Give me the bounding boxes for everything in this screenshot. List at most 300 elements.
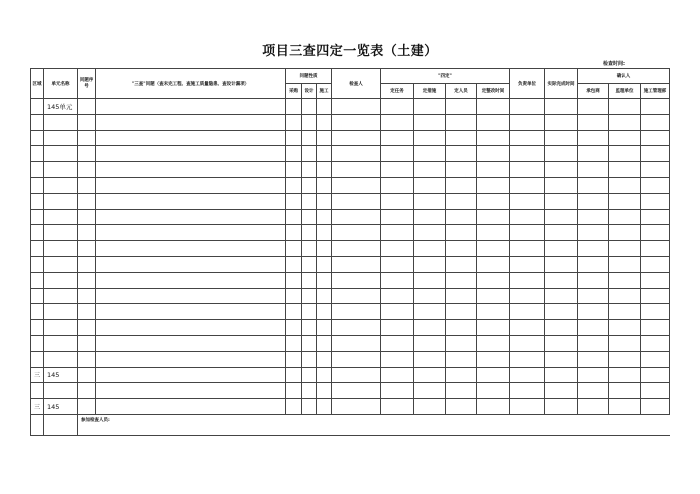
table-cell[interactable] — [609, 399, 641, 415]
table-cell[interactable] — [609, 383, 641, 399]
table-cell[interactable] — [609, 335, 641, 351]
table-cell[interactable] — [381, 335, 414, 351]
table-cell[interactable] — [477, 162, 510, 178]
table-cell[interactable] — [381, 99, 414, 115]
table-cell[interactable] — [477, 114, 510, 130]
table-cell[interactable] — [545, 99, 578, 115]
table-cell[interactable] — [317, 146, 332, 162]
cell-area[interactable] — [31, 162, 44, 178]
table-cell[interactable] — [609, 320, 641, 336]
table-cell[interactable] — [317, 320, 332, 336]
table-cell[interactable] — [381, 367, 414, 383]
table-cell[interactable] — [477, 304, 510, 320]
cell-area[interactable] — [31, 177, 44, 193]
table-cell[interactable] — [332, 162, 381, 178]
table-cell[interactable] — [96, 383, 286, 399]
cell-area[interactable] — [31, 193, 44, 209]
table-cell[interactable] — [286, 99, 302, 115]
table-cell[interactable] — [317, 162, 332, 178]
table-cell[interactable] — [510, 383, 545, 399]
table-cell[interactable] — [446, 130, 477, 146]
table-cell[interactable] — [78, 256, 96, 272]
table-cell[interactable] — [286, 241, 302, 257]
table-cell[interactable] — [78, 272, 96, 288]
table-cell[interactable] — [446, 383, 477, 399]
table-cell[interactable] — [302, 320, 317, 336]
table-cell[interactable] — [446, 177, 477, 193]
table-cell[interactable] — [414, 225, 446, 241]
table-cell[interactable] — [609, 130, 641, 146]
table-cell[interactable] — [78, 320, 96, 336]
table-cell[interactable] — [641, 335, 670, 351]
table-cell[interactable] — [317, 209, 332, 225]
table-cell[interactable] — [96, 241, 286, 257]
table-cell[interactable] — [96, 351, 286, 367]
table-cell[interactable] — [641, 130, 670, 146]
table-cell[interactable] — [286, 320, 302, 336]
table-cell[interactable] — [302, 177, 317, 193]
cell-area[interactable] — [31, 114, 44, 130]
table-cell[interactable] — [302, 351, 317, 367]
table-cell[interactable] — [78, 146, 96, 162]
table-cell[interactable] — [332, 99, 381, 115]
table-cell[interactable] — [381, 225, 414, 241]
table-cell[interactable] — [302, 256, 317, 272]
cell-unit-name[interactable] — [44, 209, 78, 225]
table-cell[interactable] — [317, 193, 332, 209]
cell-unit-name[interactable] — [44, 304, 78, 320]
table-cell[interactable] — [96, 99, 286, 115]
table-cell[interactable] — [302, 99, 317, 115]
table-cell[interactable] — [609, 193, 641, 209]
table-cell[interactable] — [545, 288, 578, 304]
cell-unit-name[interactable]: 145 — [44, 367, 78, 383]
table-cell[interactable] — [414, 367, 446, 383]
table-cell[interactable] — [96, 177, 286, 193]
cell-area[interactable] — [31, 272, 44, 288]
table-cell[interactable] — [545, 272, 578, 288]
table-cell[interactable] — [545, 256, 578, 272]
cell-area[interactable] — [31, 256, 44, 272]
table-cell[interactable] — [510, 177, 545, 193]
table-cell[interactable] — [414, 320, 446, 336]
table-cell[interactable] — [78, 162, 96, 178]
table-cell[interactable] — [332, 383, 381, 399]
table-cell[interactable] — [641, 272, 670, 288]
table-cell[interactable] — [381, 177, 414, 193]
table-cell[interactable] — [510, 335, 545, 351]
table-cell[interactable] — [332, 146, 381, 162]
table-cell[interactable] — [477, 225, 510, 241]
table-cell[interactable] — [381, 146, 414, 162]
table-cell[interactable] — [381, 288, 414, 304]
table-cell[interactable] — [414, 256, 446, 272]
table-cell[interactable] — [332, 177, 381, 193]
table-cell[interactable] — [414, 241, 446, 257]
table-cell[interactable] — [510, 272, 545, 288]
table-cell[interactable] — [545, 225, 578, 241]
table-cell[interactable] — [477, 335, 510, 351]
table-cell[interactable] — [609, 256, 641, 272]
table-cell[interactable] — [302, 383, 317, 399]
table-cell[interactable] — [78, 288, 96, 304]
table-cell[interactable] — [381, 383, 414, 399]
table-cell[interactable] — [545, 351, 578, 367]
table-cell[interactable] — [286, 162, 302, 178]
table-cell[interactable] — [510, 304, 545, 320]
table-cell[interactable] — [78, 99, 96, 115]
table-cell[interactable] — [332, 193, 381, 209]
table-cell[interactable] — [414, 146, 446, 162]
cell-unit-name[interactable] — [44, 272, 78, 288]
table-cell[interactable] — [545, 193, 578, 209]
table-cell[interactable] — [414, 193, 446, 209]
cell-unit-name[interactable] — [44, 114, 78, 130]
table-cell[interactable] — [414, 99, 446, 115]
table-cell[interactable] — [578, 193, 609, 209]
table-cell[interactable] — [477, 193, 510, 209]
table-cell[interactable] — [78, 130, 96, 146]
table-cell[interactable] — [510, 146, 545, 162]
table-cell[interactable] — [332, 367, 381, 383]
table-cell[interactable] — [381, 162, 414, 178]
table-cell[interactable] — [332, 256, 381, 272]
table-cell[interactable] — [578, 177, 609, 193]
table-cell[interactable] — [510, 320, 545, 336]
table-cell[interactable] — [578, 146, 609, 162]
cell-area[interactable]: 三 — [31, 367, 44, 383]
table-cell[interactable] — [78, 383, 96, 399]
cell-area[interactable] — [31, 146, 44, 162]
table-cell[interactable] — [332, 399, 381, 415]
table-cell[interactable] — [641, 351, 670, 367]
table-cell[interactable] — [477, 320, 510, 336]
table-cell[interactable] — [641, 193, 670, 209]
table-cell[interactable] — [477, 146, 510, 162]
table-cell[interactable] — [414, 351, 446, 367]
table-cell[interactable] — [578, 383, 609, 399]
table-cell[interactable] — [78, 335, 96, 351]
table-cell[interactable] — [446, 399, 477, 415]
table-cell[interactable] — [609, 162, 641, 178]
table-cell[interactable] — [96, 399, 286, 415]
table-cell[interactable] — [317, 130, 332, 146]
table-cell[interactable] — [414, 335, 446, 351]
table-cell[interactable] — [286, 177, 302, 193]
table-cell[interactable] — [317, 241, 332, 257]
table-cell[interactable] — [510, 351, 545, 367]
table-cell[interactable] — [381, 304, 414, 320]
table-cell[interactable] — [332, 288, 381, 304]
table-cell[interactable] — [510, 225, 545, 241]
table-cell[interactable] — [286, 193, 302, 209]
table-cell[interactable] — [578, 335, 609, 351]
table-cell[interactable] — [96, 288, 286, 304]
table-cell[interactable] — [609, 367, 641, 383]
table-cell[interactable] — [286, 288, 302, 304]
table-cell[interactable] — [641, 114, 670, 130]
table-cell[interactable] — [414, 209, 446, 225]
table-cell[interactable] — [446, 209, 477, 225]
table-cell[interactable] — [578, 114, 609, 130]
table-cell[interactable] — [317, 177, 332, 193]
table-cell[interactable] — [578, 399, 609, 415]
table-cell[interactable] — [641, 383, 670, 399]
cell-area[interactable] — [31, 351, 44, 367]
table-cell[interactable] — [286, 335, 302, 351]
table-cell[interactable] — [302, 130, 317, 146]
table-cell[interactable] — [96, 162, 286, 178]
table-cell[interactable] — [286, 399, 302, 415]
table-cell[interactable] — [545, 335, 578, 351]
table-cell[interactable] — [317, 256, 332, 272]
table-cell[interactable] — [332, 130, 381, 146]
table-cell[interactable] — [545, 320, 578, 336]
table-cell[interactable] — [446, 367, 477, 383]
table-cell[interactable] — [477, 383, 510, 399]
cell-unit-name[interactable] — [44, 146, 78, 162]
table-cell[interactable] — [317, 114, 332, 130]
table-cell[interactable] — [477, 241, 510, 257]
table-cell[interactable] — [286, 367, 302, 383]
table-cell[interactable] — [477, 399, 510, 415]
table-cell[interactable] — [641, 241, 670, 257]
table-cell[interactable] — [96, 304, 286, 320]
table-cell[interactable] — [381, 399, 414, 415]
table-cell[interactable] — [302, 241, 317, 257]
table-cell[interactable] — [609, 272, 641, 288]
table-cell[interactable] — [446, 288, 477, 304]
cell-unit-name[interactable] — [44, 256, 78, 272]
table-cell[interactable] — [545, 383, 578, 399]
table-cell[interactable] — [609, 209, 641, 225]
table-cell[interactable] — [317, 225, 332, 241]
table-cell[interactable] — [510, 114, 545, 130]
table-cell[interactable] — [578, 351, 609, 367]
table-cell[interactable] — [317, 351, 332, 367]
cell-area[interactable] — [31, 335, 44, 351]
table-cell[interactable] — [317, 335, 332, 351]
table-cell[interactable] — [641, 162, 670, 178]
table-cell[interactable] — [302, 193, 317, 209]
table-cell[interactable] — [332, 209, 381, 225]
table-cell[interactable] — [302, 209, 317, 225]
table-cell[interactable] — [446, 99, 477, 115]
table-cell[interactable] — [286, 209, 302, 225]
table-cell[interactable] — [317, 272, 332, 288]
table-cell[interactable] — [414, 304, 446, 320]
table-cell[interactable] — [510, 130, 545, 146]
table-cell[interactable] — [578, 256, 609, 272]
table-cell[interactable] — [286, 225, 302, 241]
table-cell[interactable] — [414, 177, 446, 193]
table-cell[interactable] — [446, 320, 477, 336]
table-cell[interactable] — [446, 351, 477, 367]
table-cell[interactable] — [477, 177, 510, 193]
table-cell[interactable] — [545, 209, 578, 225]
cell-unit-name[interactable] — [44, 177, 78, 193]
table-cell[interactable] — [381, 256, 414, 272]
table-cell[interactable] — [302, 399, 317, 415]
cell-unit-name[interactable] — [44, 383, 78, 399]
table-cell[interactable] — [96, 130, 286, 146]
cell-area[interactable] — [31, 209, 44, 225]
table-cell[interactable] — [78, 399, 96, 415]
table-cell[interactable] — [332, 114, 381, 130]
table-cell[interactable] — [641, 256, 670, 272]
table-cell[interactable] — [545, 130, 578, 146]
table-cell[interactable] — [578, 272, 609, 288]
table-cell[interactable] — [545, 162, 578, 178]
table-cell[interactable] — [302, 272, 317, 288]
cell-unit-name[interactable] — [44, 130, 78, 146]
cell-area[interactable] — [31, 304, 44, 320]
table-cell[interactable] — [381, 130, 414, 146]
table-cell[interactable] — [641, 288, 670, 304]
table-cell[interactable] — [477, 256, 510, 272]
table-cell[interactable] — [641, 399, 670, 415]
table-cell[interactable] — [446, 335, 477, 351]
table-cell[interactable] — [302, 225, 317, 241]
cell-unit-name[interactable] — [44, 225, 78, 241]
table-cell[interactable] — [510, 367, 545, 383]
table-cell[interactable] — [44, 414, 78, 435]
table-cell[interactable] — [78, 209, 96, 225]
cell-unit-name[interactable] — [44, 351, 78, 367]
table-cell[interactable] — [641, 177, 670, 193]
table-cell[interactable] — [381, 351, 414, 367]
table-cell[interactable] — [578, 99, 609, 115]
table-cell[interactable] — [332, 320, 381, 336]
table-cell[interactable] — [609, 177, 641, 193]
cell-area[interactable] — [31, 288, 44, 304]
table-cell[interactable] — [609, 288, 641, 304]
cell-unit-name[interactable]: 145 — [44, 399, 78, 415]
table-cell[interactable] — [302, 335, 317, 351]
table-cell[interactable] — [332, 272, 381, 288]
table-cell[interactable] — [609, 304, 641, 320]
table-cell[interactable] — [96, 367, 286, 383]
table-cell[interactable] — [96, 320, 286, 336]
table-cell[interactable] — [31, 414, 44, 435]
table-cell[interactable] — [510, 399, 545, 415]
table-cell[interactable] — [414, 114, 446, 130]
table-cell[interactable] — [332, 351, 381, 367]
table-cell[interactable] — [96, 193, 286, 209]
table-cell[interactable] — [96, 114, 286, 130]
cell-unit-name[interactable] — [44, 193, 78, 209]
table-cell[interactable] — [477, 367, 510, 383]
table-cell[interactable] — [609, 225, 641, 241]
table-cell[interactable] — [78, 177, 96, 193]
table-cell[interactable] — [578, 304, 609, 320]
table-cell[interactable] — [578, 162, 609, 178]
table-cell[interactable] — [414, 162, 446, 178]
cell-area[interactable] — [31, 99, 44, 115]
table-cell[interactable] — [317, 399, 332, 415]
table-cell[interactable] — [78, 225, 96, 241]
table-cell[interactable] — [578, 130, 609, 146]
table-cell[interactable] — [302, 367, 317, 383]
table-cell[interactable] — [78, 241, 96, 257]
table-cell[interactable] — [510, 288, 545, 304]
table-cell[interactable] — [477, 288, 510, 304]
table-cell[interactable] — [578, 320, 609, 336]
table-cell[interactable] — [286, 272, 302, 288]
table-cell[interactable] — [286, 130, 302, 146]
table-cell[interactable] — [286, 256, 302, 272]
table-cell[interactable] — [641, 99, 670, 115]
table-cell[interactable] — [545, 367, 578, 383]
table-cell[interactable] — [332, 225, 381, 241]
table-cell[interactable] — [446, 146, 477, 162]
table-cell[interactable] — [477, 351, 510, 367]
table-cell[interactable] — [609, 114, 641, 130]
table-cell[interactable] — [317, 367, 332, 383]
table-cell[interactable] — [317, 288, 332, 304]
table-cell[interactable] — [578, 288, 609, 304]
cell-unit-name[interactable] — [44, 335, 78, 351]
table-cell[interactable] — [641, 209, 670, 225]
table-cell[interactable] — [641, 304, 670, 320]
table-cell[interactable] — [578, 367, 609, 383]
table-cell[interactable] — [332, 335, 381, 351]
table-cell[interactable] — [78, 304, 96, 320]
table-cell[interactable] — [578, 209, 609, 225]
table-cell[interactable] — [446, 193, 477, 209]
table-cell[interactable] — [96, 225, 286, 241]
cell-area[interactable]: 三 — [31, 399, 44, 415]
table-cell[interactable] — [641, 320, 670, 336]
table-cell[interactable] — [545, 177, 578, 193]
table-cell[interactable] — [609, 146, 641, 162]
cell-area[interactable] — [31, 320, 44, 336]
table-cell[interactable] — [446, 162, 477, 178]
table-cell[interactable] — [286, 114, 302, 130]
table-cell[interactable] — [96, 272, 286, 288]
table-cell[interactable] — [446, 272, 477, 288]
table-cell[interactable] — [545, 146, 578, 162]
cell-area[interactable] — [31, 383, 44, 399]
table-cell[interactable] — [510, 193, 545, 209]
table-cell[interactable] — [302, 114, 317, 130]
table-cell[interactable] — [578, 225, 609, 241]
table-cell[interactable] — [641, 146, 670, 162]
table-cell[interactable] — [317, 383, 332, 399]
table-cell[interactable] — [510, 209, 545, 225]
table-cell[interactable] — [78, 193, 96, 209]
table-cell[interactable] — [302, 146, 317, 162]
table-cell[interactable] — [545, 399, 578, 415]
table-cell[interactable] — [477, 99, 510, 115]
table-cell[interactable] — [414, 383, 446, 399]
table-cell[interactable] — [302, 288, 317, 304]
cell-unit-name[interactable] — [44, 241, 78, 257]
table-cell[interactable] — [477, 130, 510, 146]
table-cell[interactable] — [381, 193, 414, 209]
table-cell[interactable] — [381, 209, 414, 225]
cell-unit-name[interactable] — [44, 288, 78, 304]
table-cell[interactable] — [545, 304, 578, 320]
table-cell[interactable] — [609, 241, 641, 257]
table-cell[interactable] — [78, 351, 96, 367]
table-cell[interactable] — [510, 162, 545, 178]
table-cell[interactable] — [381, 241, 414, 257]
table-cell[interactable] — [381, 320, 414, 336]
table-cell[interactable] — [641, 367, 670, 383]
table-cell[interactable] — [510, 99, 545, 115]
table-cell[interactable] — [332, 241, 381, 257]
